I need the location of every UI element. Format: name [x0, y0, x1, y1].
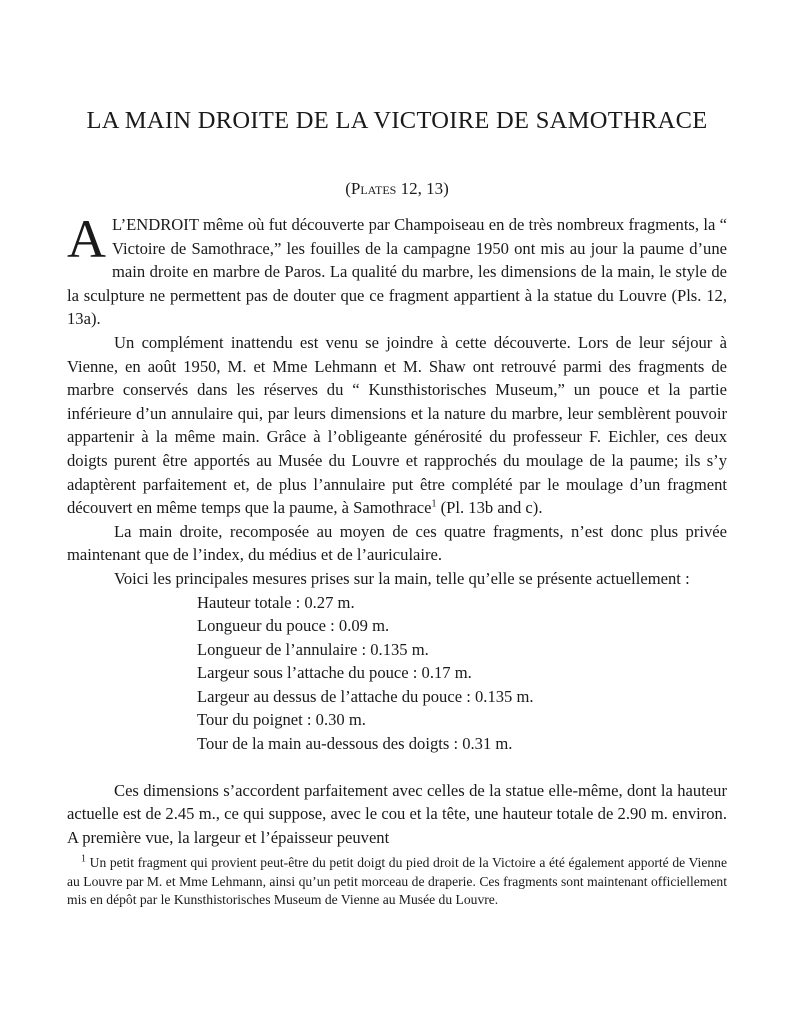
footnote-body: Un petit fragment qui provient peut-être du petit doigt du pied droit de la Victoire a été également apporté de Vienne au Louvre par M. et Mme Lehmann, ainsi qu’un petit morceau de draperie. Ces fragments sont maintenant officiellement mis en dépôt par le Kunsthistorisches Museum de Vienne au Musée du Louvre.: [67, 855, 727, 907]
article-subtitle: (Plates 12, 13): [345, 179, 449, 198]
footnote-text: [67, 854, 727, 910]
paragraph-2-tail: (Pl. 13b and c).: [436, 498, 543, 518]
measurement-item: Largeur sous l’attache du pouce : 0.17 m.: [197, 663, 472, 683]
measurement-item: Tour du poignet : 0.30 m.: [197, 710, 366, 730]
measurements-list: [67, 591, 727, 756]
footnote: [67, 854, 727, 910]
article-title: LA MAIN DROITE DE LA VICTOIRE DE SAMOTHRACE: [86, 107, 708, 134]
article-body: [67, 209, 727, 849]
footnote-marker: 1: [81, 853, 86, 865]
paragraph-2-text: Un complément inattendu est venu se joindre à cette découverte. Lors de leur séjour à Vienne, en août 1950, M. et Mme Lehmann et M. Shaw ont retrouvé parmi des fragments de marbre conservés dans les réserves du “ Kunsthistorisches Museum,” un pouce et la partie inférieure d’un annulaire qui, par leurs dimensions et la nature du marbre, leur semblèrent pouvoir appartenir à la même main. Grâce à l’obligeante générosité du professeur F. Eichler, ces deux doigts purent être apportés au Musée du Louvre et rapprochés du moulage de la paume; ils s’y adaptèrent parfaitement et, de plus l’annulaire put être complété par le moulage d’un fragment découvert en même temps que la paume, à Samothrace: [67, 332, 727, 518]
paragraph-2: [67, 331, 727, 520]
paragraph-1: [67, 209, 727, 331]
drop-cap: A: [67, 209, 106, 269]
measurement-item: Tour de la main au-dessous des doigts : 0.31 m.: [197, 734, 513, 754]
paragraph-4: Voici les principales mesures prises sur la main, telle qu’elle se présente actuellement :: [114, 568, 690, 588]
paragraph-5: Ces dimensions s’accordent parfaitement avec celles de la statue elle-même, dont la hauteur actuelle est de 2.45 m., ce qui suppose, avec le cou et la tête, une hauteur totale de 2.90 m. environ. A première vue, la largeur et l’épaisseur peuvent: [67, 780, 727, 847]
footnote-ref: 1: [431, 498, 437, 510]
measurement-item: Longueur de l’annulaire : 0.135 m.: [197, 639, 429, 659]
measurement-item: Hauteur totale : 0.27 m.: [197, 592, 355, 612]
measurement-item: Largeur au dessus de l’attache du pouce : 0.135 m.: [197, 686, 534, 706]
paragraph-1-text: L’ENDROIT même où fut découverte par Champoiseau en de très nombreux fragments, la “ Victoire de Samothrace,” les fouilles de la campagne 1950 ont mis au jour la paume d’une main droite en marbre de Paros. La qualité du marbre, les dimensions de la main, le style de la sculpture ne permettent pas de douter que ce fragment appartient à la statue du Louvre (Pls. 12, 13a).: [67, 215, 727, 329]
paragraph-3: La main droite, recomposée au moyen de ces quatre fragments, n’est donc plus privée maintenant que de l’index, du médius et de l’auriculaire.: [67, 521, 727, 565]
measurement-item: Longueur du pouce : 0.09 m.: [197, 616, 390, 636]
